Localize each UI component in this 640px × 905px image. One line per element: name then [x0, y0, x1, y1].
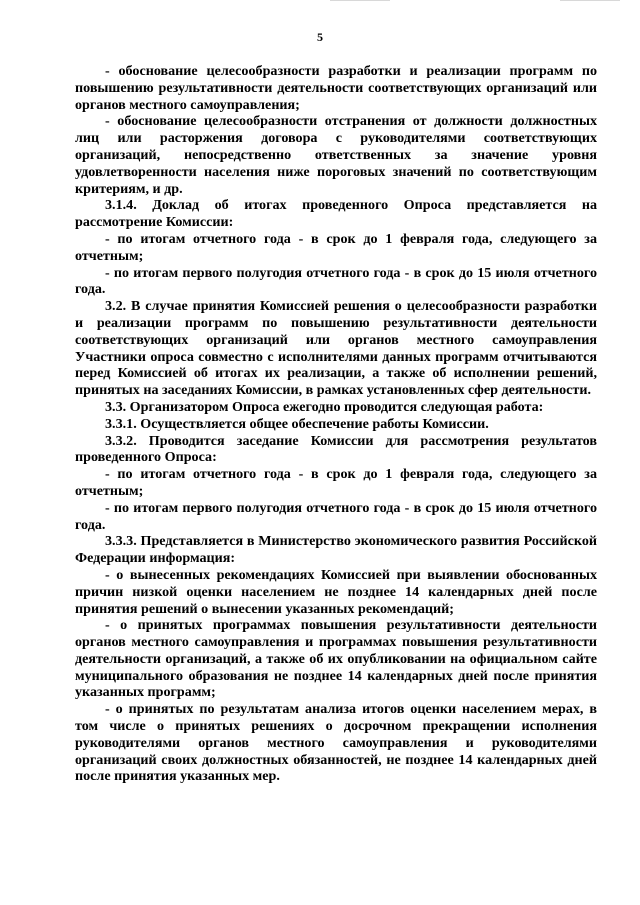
paragraph: 3.2. В случае принятия Комиссией решения о целесообразности разработки и реализации программ по повышению результативности деятельности соответствующих организаций или органов местного самоуправления Участники опроса совместно с исполнителями данных программ отчитываются перед Комиссией об итогах их реализации, а также об исполнении решений, принятых на заседаниях Комиссии, в рамках установленных сфер деятельности.	[75, 298, 597, 399]
paragraph: - обоснование целесообразности отстранения от должности должностных лиц или расторжения договора с руководителями соответствующих организаций, непосредственно ответственных за значение уровня удовлетворенности населения ниже пороговых значений по соответствующим критериям, и др.	[75, 113, 597, 197]
paragraph: - по итогам отчетного года - в срок до 1 февраля года, следующего за отчетным;	[75, 230, 597, 264]
paragraph: 3.3.2. Проводится заседание Комиссии для рассмотрения результатов проведенного Опроса:	[75, 432, 597, 466]
paragraph: 3.3. Организатором Опроса ежегодно проводится следующая работа:	[105, 398, 544, 415]
paragraph: - о принятых по результатам анализа итогов оценки населением мерах, в том числе о принятых решениях о досрочном прекращении исполнения руководителями органов местного самоуправления и руководителями организаций своих должностных обязанностей, не позднее 14 календарных дней после принятия указанных мер.	[75, 701, 597, 785]
paragraph: - о принятых программах повышения результативности деятельности органов местного самоуправления и программах повышения результативности деятельности организаций, а также об их опубликовании на официальном сайте муниципального образования не позднее 14 календарных дней после принятия указанных программ;	[75, 617, 597, 701]
paragraph: - о вынесенных рекомендациях Комиссией при выявлении обоснованных причин низкой оценки населением не позднее 14 календарных дней после принятия решений о вынесении указанных рекомендаций;	[75, 566, 597, 617]
page-number: 5	[317, 30, 323, 44]
paragraph: - по итогам первого полугодия отчетного года - в срок до 15 июля отчетного года.	[75, 499, 597, 533]
paragraph: - по итогам первого полугодия отчетного года - в срок до 15 июля отчетного года.	[75, 264, 597, 298]
paragraph: 3.3.1. Осуществляется общее обеспечение работы Комиссии.	[105, 415, 489, 432]
paragraph: 3.1.4. Доклад об итогах проведенного Опроса представляется на рассмотрение Комиссии:	[75, 197, 597, 231]
document-body	[75, 63, 597, 785]
scan-edge-line	[560, 0, 620, 1]
paragraph: - по итогам отчетного года - в срок до 1 февраля года, следующего за отчетным;	[75, 466, 597, 499]
paragraph: 3.3.3. Представляется в Министерство экономического развития Российской Федерации информация:	[75, 533, 597, 567]
paragraph: - обоснование целесообразности разработки и реализации программ по повышению результативности деятельности соответствующих организаций или органов местного самоуправления;	[75, 63, 597, 113]
scan-edge-line	[330, 0, 390, 1]
